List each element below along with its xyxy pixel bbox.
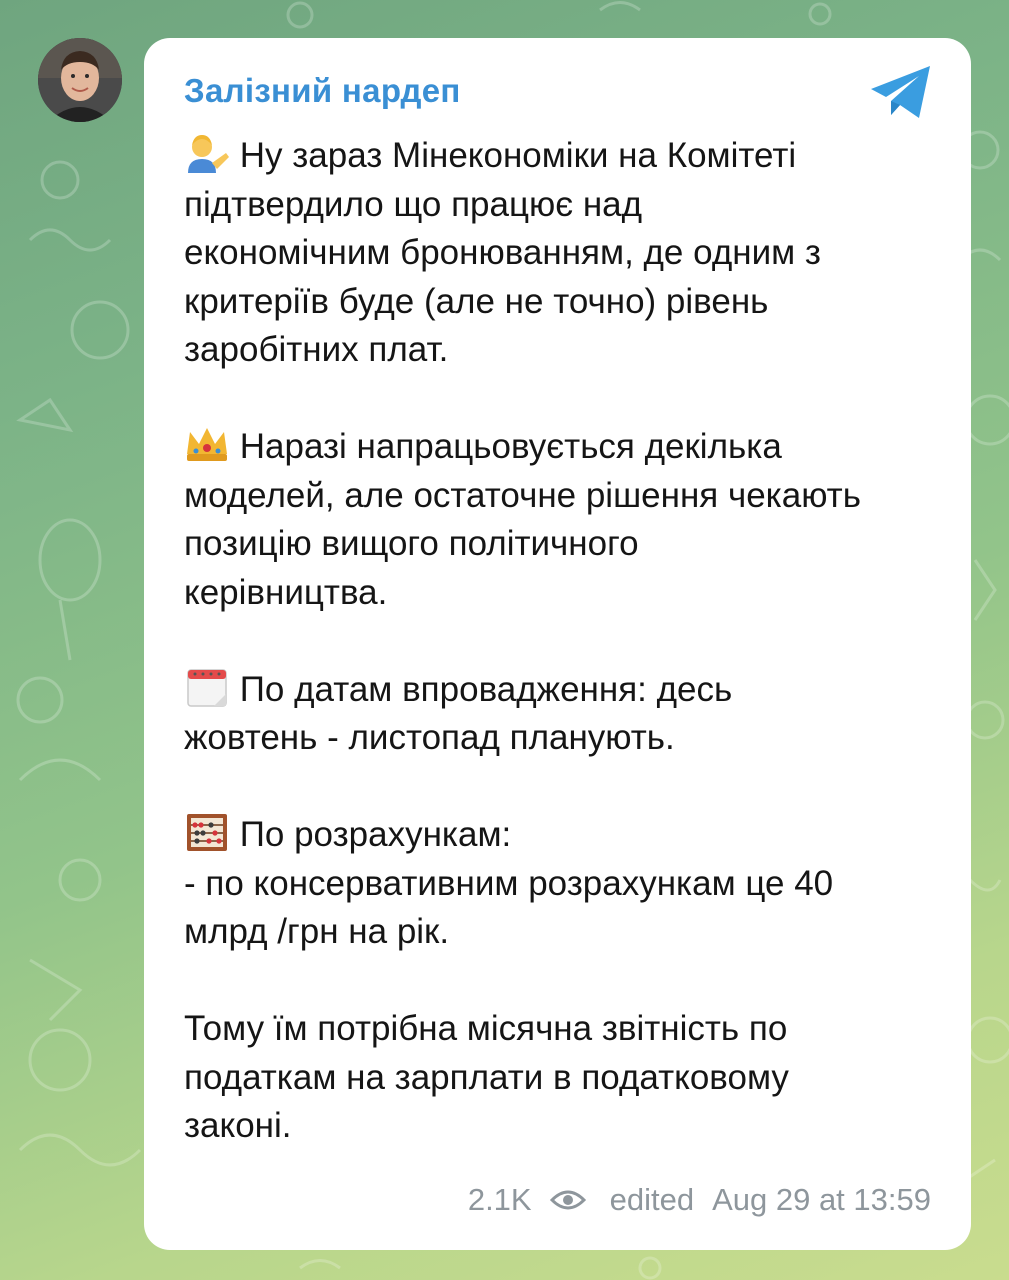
man-tipping-hand-emoji [184, 133, 230, 173]
message-line: критеріїв буде (але не точно) рівень [184, 281, 769, 321]
channel-name[interactable]: Залізний нардеп [184, 72, 461, 109]
message-paragraph [184, 811, 931, 957]
view-count: 2.1K [467, 1182, 532, 1217]
message-line: економічним бронюванням, де одним з [184, 233, 821, 272]
calendar-emoji [184, 667, 230, 707]
message-paragraph [184, 132, 931, 375]
message-line: Ну зараз Мінекономіки на Комітеті [239, 136, 797, 175]
message-line: млрд /грн на рік. [184, 912, 450, 951]
message-paragraph [184, 666, 931, 763]
message-paragraph [184, 423, 931, 617]
edited-label: edited [609, 1182, 695, 1217]
avatar-photo [38, 38, 122, 122]
message-paragraph [184, 1005, 931, 1151]
abacus-emoji [184, 812, 230, 852]
crown-emoji [184, 424, 230, 464]
telegram-icon[interactable] [869, 64, 933, 120]
message-line: По датам впровадження: десь [239, 669, 733, 709]
message-line: законі. [184, 1106, 292, 1145]
message-timestamp: Aug 29 at 13:59 [712, 1182, 931, 1217]
message-line: позицію вищого політичного [184, 524, 639, 563]
message-meta [468, 1182, 931, 1218]
channel-avatar[interactable] [38, 38, 122, 122]
message-line: підтвердило що працює над [184, 184, 643, 224]
message-bubble [144, 38, 971, 1250]
message-line: жовтень - листопад планують. [184, 718, 675, 757]
message-text [184, 132, 931, 1151]
message-line: Тому їм потрібна місячна звітність по [184, 1009, 788, 1048]
message-line: заробітних плат. [184, 330, 449, 369]
eye-icon [550, 1189, 586, 1211]
message-line: По розрахункам: [239, 815, 512, 854]
message-line: податкам на зарплати в податковому [184, 1057, 789, 1097]
message-line: - по консервативним розрахункам це 40 [184, 863, 834, 903]
message-line: моделей, але остаточне рішення чекають [184, 475, 861, 515]
message-line: керівництва. [184, 572, 388, 612]
message-line: Наразі напрацьовується декілька [239, 427, 782, 466]
